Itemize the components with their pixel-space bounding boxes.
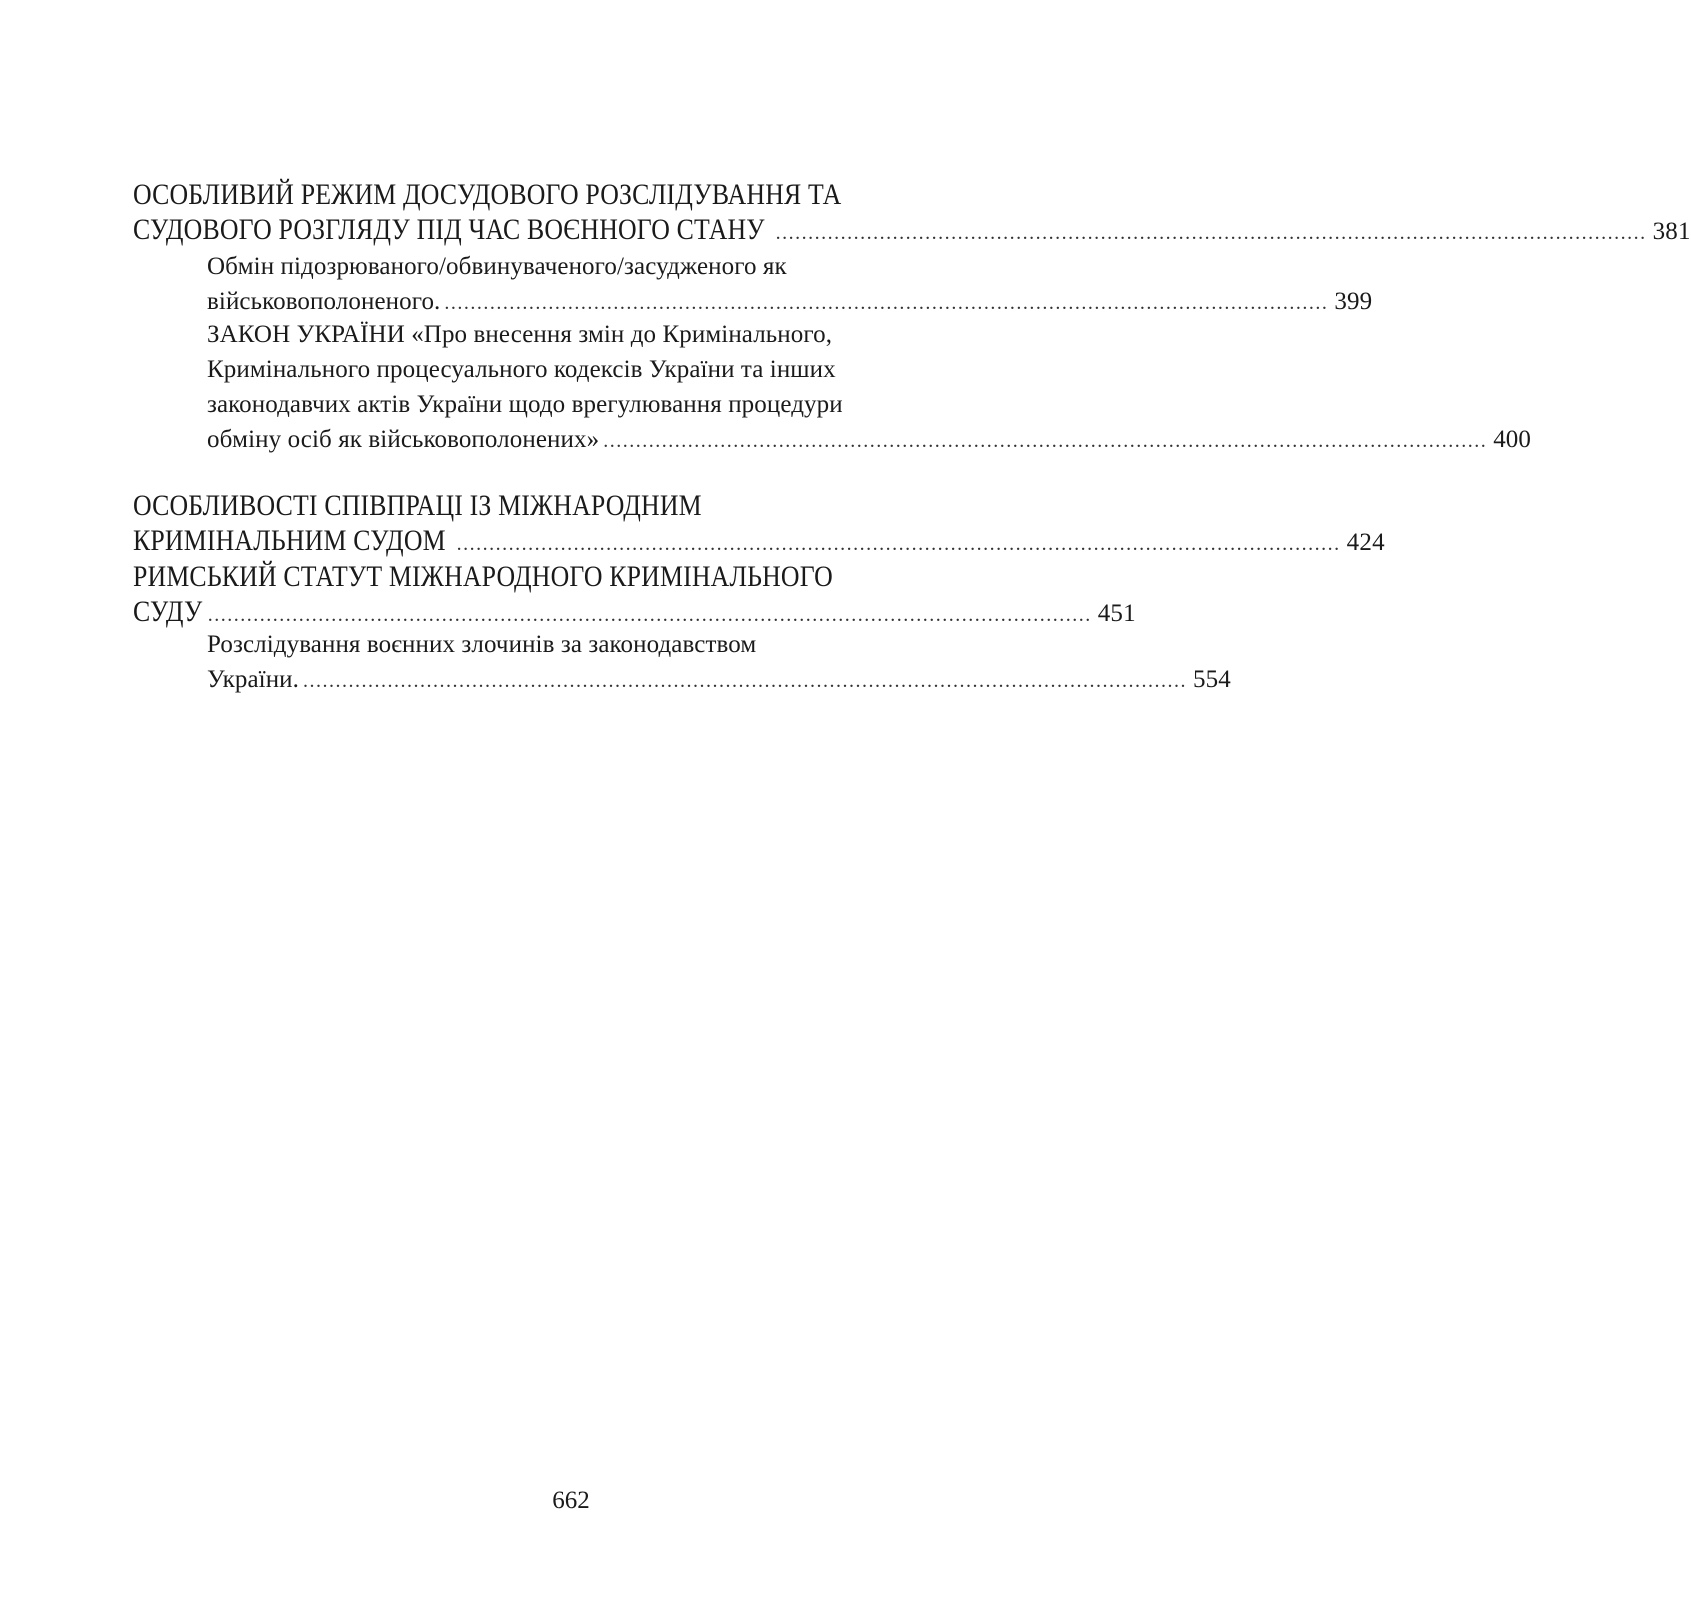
toc-entry-last-line <box>133 524 1385 558</box>
toc-leader-dots: ........................................................................................................................................ <box>207 604 1092 626</box>
toc-entry-title-line: РИМСЬКИЙ СТАТУТ МІЖНАРОДНОГО КРИМІНАЛЬНОГО <box>133 560 833 593</box>
toc-entry-title-end: обміну осіб як військовополонених» <box>207 426 600 453</box>
page-number: 662 <box>552 1487 590 1514</box>
toc-leader-dots: ...................................................................................................................................... <box>775 222 1647 244</box>
toc-entry-last-line <box>207 663 1231 697</box>
toc-entry-last-line <box>207 285 1373 319</box>
toc-leader-dots: ........................................................................................................................................ <box>603 430 1488 452</box>
toc-entry-title-line: законодавчих актів України щодо врегулювання процедури <box>207 391 843 418</box>
toc-entry-title-line: ОСОБЛИВИЙ РЕЖИМ ДОСУДОВОГО РОЗСЛІДУВАННЯ ТА <box>133 178 842 211</box>
toc-page-number: 554 <box>1193 666 1231 693</box>
toc-page-number: 424 <box>1346 529 1385 556</box>
toc-entry-title-end: військовополоненого. <box>207 288 441 315</box>
toc-leader-dots: ........................................................................................................................................ <box>456 533 1341 555</box>
toc-entry-title-end: СУДУ <box>133 595 203 628</box>
toc-leader-dots: ........................................................................................................................................ <box>444 292 1329 314</box>
toc-entry-title-line: ОСОБЛИВОСТІ СПІВПРАЦІ ІЗ МІЖНАРОДНИМ <box>133 489 702 522</box>
toc-entry-last-line <box>207 423 1532 457</box>
toc-page-number: 381 <box>1652 218 1691 245</box>
toc-entry-title-line: Кримінального процесуального кодексів України та інших <box>207 356 836 383</box>
toc-entry-title-line: Розслідування воєнних злочинів за законодавством <box>207 631 757 658</box>
toc-entry-title-end: КРИМІНАЛЬНИМ СУДОМ <box>133 524 446 557</box>
toc-entry-last-line <box>133 213 1691 247</box>
toc-page-number: 399 <box>1334 288 1373 315</box>
toc-leader-dots: ........................................................................................................................................ <box>303 670 1187 692</box>
toc-page-number: 400 <box>1493 426 1532 453</box>
toc-entry-title-end: СУДОВОГО РОЗГЛЯДУ ПІД ЧАС ВОЄННОГО СТАНУ <box>133 213 765 246</box>
toc-entry-title-end: України. <box>207 666 299 693</box>
toc-entry-title-line: Обмін підозрюваного/обвинуваченого/засудженого як <box>207 253 787 280</box>
toc-entry-last-line <box>133 595 1136 629</box>
toc-entry-title-line: ЗАКОН УКРАЇНИ «Про внесення змін до Кримінального, <box>207 321 833 348</box>
toc-page-number: 451 <box>1097 600 1136 627</box>
